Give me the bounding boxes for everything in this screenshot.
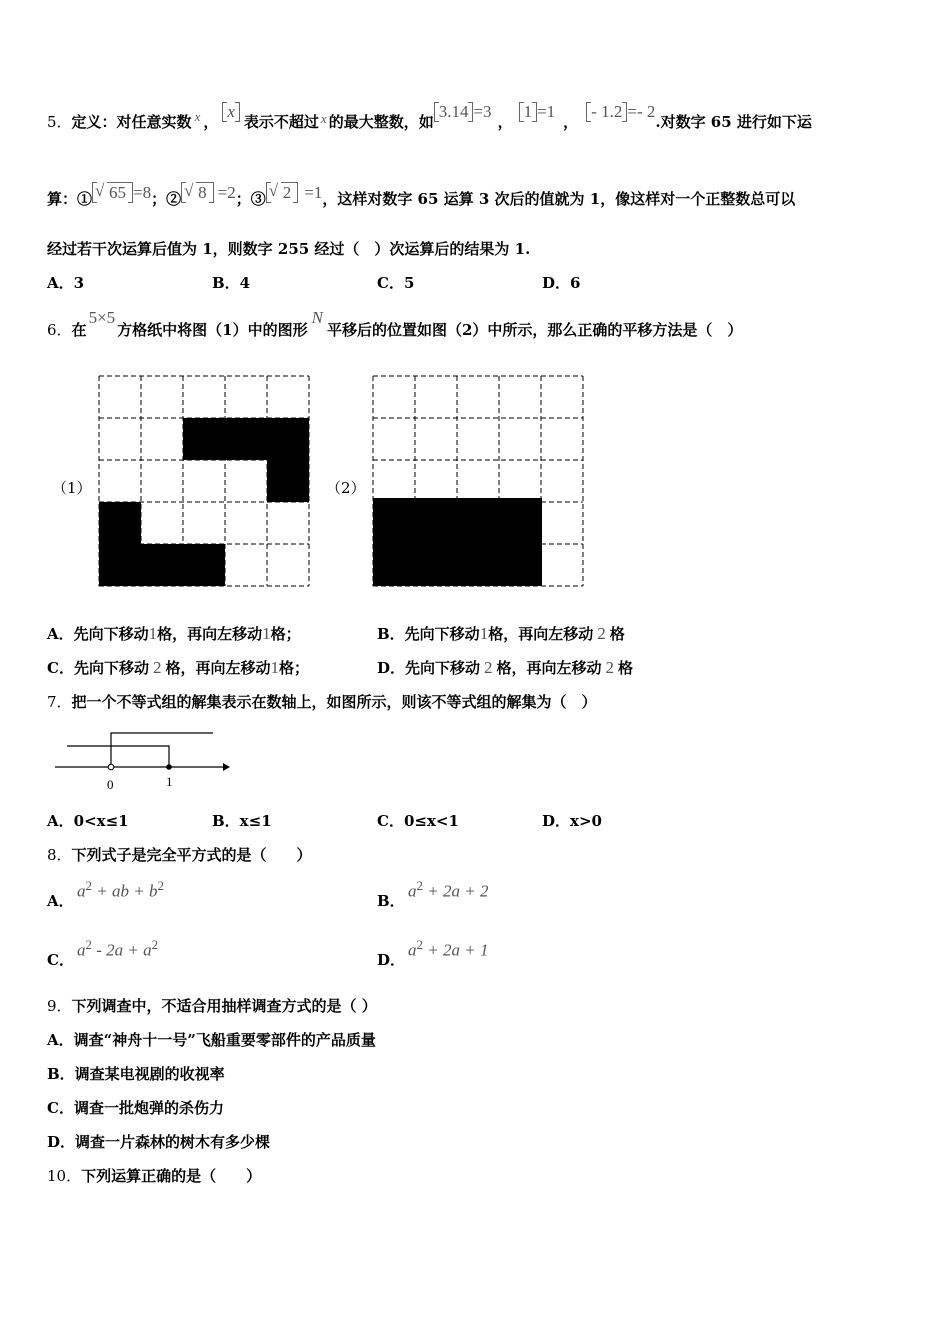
sqrt-2-floor: √ 2 =1 [266, 183, 323, 202]
q10-number: 10． [47, 1167, 82, 1185]
sqrt-65-floor: √ 65 =8 [92, 183, 151, 202]
floor-example-3: - 1.2 =- 2 [586, 102, 655, 121]
q7-option-b: B．x≤1 [212, 812, 272, 830]
q9-option-b: B．调查某电视剧的收视率 [47, 1065, 225, 1083]
q8-expr-d: $a^2 + 2a + 1$ [408, 937, 489, 960]
q5-option-c: C．5 [377, 274, 415, 292]
q7-line1: 7．把一个不等式组的解集表示在数轴上，如图所示，则该不等式组的解集为（ ） [47, 693, 597, 711]
q5-number: 5． [47, 113, 72, 131]
grid-figure-2 [372, 375, 584, 587]
floor-example-2: 1 =1 [519, 102, 556, 121]
q8-expr-a: $a^2$ + ab + $b^2$ [77, 878, 164, 901]
q5-option-b: B．4 [212, 274, 251, 292]
q7-option-c: C．0≤x<1 [377, 812, 459, 830]
q6-fig1-label: （1） [52, 479, 92, 497]
sqrt-8-floor: √ 8 =2 [181, 183, 236, 202]
q6-option-c: C．先向下移动 2 格，再向左移动1格； [47, 658, 309, 677]
q7-option-a: A．0<x≤1 [47, 812, 129, 830]
shape-l-original [99, 502, 225, 586]
closed-point-1 [166, 764, 172, 770]
q6-option-d: D．先向下移动 2 格，再向左移动 2 格 [377, 658, 634, 677]
q9-option-a: A．调查“神舟十一号”飞船重要零部件的产品质量 [47, 1031, 376, 1049]
figure-n: N [311, 308, 323, 327]
open-point-0 [108, 764, 114, 770]
q5-line2: 算：①√ 65 =8；②√ 8 =2；③√ 2 =1，这样对数字 65 运算 3 次后的值就为 1，像这样对一个正整数总可以 [47, 188, 795, 209]
q8-expr-b: $a^2 + 2a + 2$ [408, 878, 489, 901]
q8-option-a: A． [47, 892, 74, 910]
q9-option-c: C．调查一批炮弹的杀伤力 [47, 1099, 224, 1117]
q9-number: 9． [47, 997, 72, 1015]
q6-option-b: B．先向下移动1格，再向左移动 2 格 [377, 624, 625, 643]
q7-number: 7． [47, 693, 72, 711]
q9-option-d: D．调查一片森林的树木有多少棵 [47, 1133, 271, 1151]
q8-option-c: C． [47, 951, 74, 969]
q10-line1: 10．下列运算正确的是（ ） [47, 1167, 262, 1185]
q6-line1: 6．在5×5方格纸中将图（1）中的图形N平移后的位置如图（2）中所示，那么正确的平移方法是（ ） [47, 308, 743, 339]
grid-figure-1 [98, 375, 310, 587]
q5-line1: 5．定义：对任意实数 x ，x表示不超过 x 的最大整数，如3.14 =3，1 =1，- 1.2 =- 2.对数字 65 进行如下运 [47, 102, 812, 131]
q8-line1: 8．下列式子是完全平方式的是（ ） [47, 846, 312, 864]
floor-x: x [222, 102, 240, 121]
q5-option-d: D．6 [542, 274, 581, 292]
tick-label-0: 0 [107, 777, 114, 792]
q8-option-b: B． [377, 892, 405, 910]
q6-option-a: A．先向下移动1格，再向左移动1格； [47, 624, 301, 643]
q9-line1: 9．下列调查中，不适合用抽样调查方式的是（ ） [47, 997, 377, 1015]
q5-line3: 经过若干次运算后值为 1，则数字 255 经过（ ）次运算后的结果为 1. [47, 240, 531, 258]
q8-expr-c: $a^2 - 2a + a^2$ [77, 937, 159, 960]
q7-option-d: D．x>0 [542, 812, 602, 830]
shape-combined [373, 498, 542, 586]
q8-number: 8． [47, 846, 72, 864]
q6-fig2-label: （2） [326, 479, 366, 497]
tick-label-1: 1 [166, 774, 173, 789]
q6-number: 6． [47, 321, 72, 339]
number-line [55, 726, 230, 796]
grid-size: 5×5 [88, 308, 116, 327]
q8-option-d: D． [377, 951, 406, 969]
q5-option-a: A．3 [47, 274, 85, 292]
shape-n-original [183, 418, 309, 502]
floor-example-1: 3.14 =3 [434, 102, 492, 121]
